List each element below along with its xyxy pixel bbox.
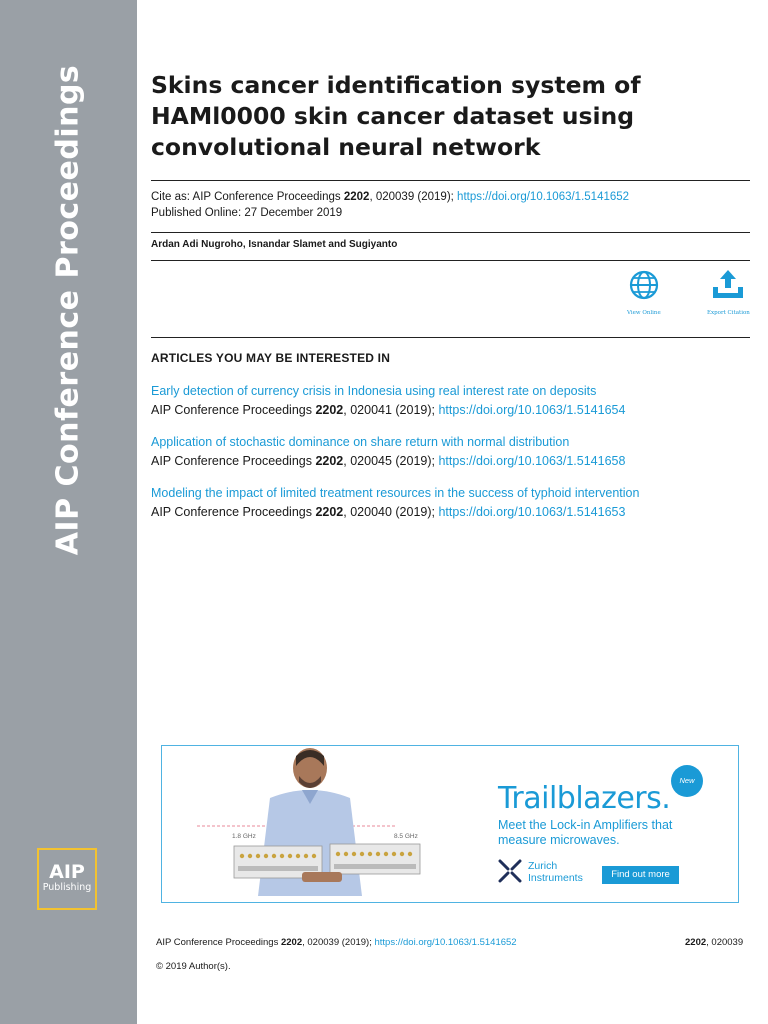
- divider: [151, 232, 750, 233]
- authors: Ardan Adi Nugroho, Isnandar Slamet and Sugiyanto: [151, 239, 398, 250]
- footer-page-number: [685, 937, 743, 948]
- ad-person-with-instruments-image: [162, 746, 462, 902]
- view-online-button[interactable]: [627, 269, 661, 316]
- ad-brand-name: [528, 860, 583, 884]
- related-article-citation: [151, 503, 768, 522]
- footer-volume: 2202: [280, 937, 303, 948]
- view-online-label: View Online: [627, 310, 661, 316]
- zurich-x-icon: [498, 859, 522, 883]
- globe-icon: [628, 269, 660, 301]
- footer-page-volume: 2202: [685, 937, 707, 948]
- ad-freq-right: 8.5 GHz: [394, 833, 418, 840]
- article-journal: AIP Conference Proceedings: [151, 505, 316, 519]
- article-journal: AIP Conference Proceedings: [151, 454, 316, 468]
- article-doi-link[interactable]: https://doi.org/10.1063/1.5141654: [438, 403, 626, 417]
- related-article-citation: [151, 452, 768, 471]
- related-article-title[interactable]: Early detection of currency crisis in Indonesia using real interest rate on deposits: [151, 384, 597, 398]
- aip-publishing-logo[interactable]: [37, 848, 97, 910]
- ad-brand-line1: Zurich: [528, 860, 558, 872]
- export-icon: [710, 267, 746, 301]
- article-volume: 2202: [315, 454, 344, 468]
- cite-line: [151, 189, 629, 205]
- ad-subline: Meet the Lock-in Amplifiers that measure microwaves.: [498, 818, 673, 847]
- related-article: [151, 484, 768, 522]
- article-volume: 2202: [315, 403, 344, 417]
- ad-brand-line2: Instruments: [528, 872, 583, 884]
- footer-citation: [156, 937, 517, 948]
- article-pages: , 020045 (2019);: [343, 454, 439, 468]
- logo-aip-text: AIP: [49, 861, 85, 883]
- cite-suffix: , 020039 (2019);: [369, 191, 458, 203]
- export-citation-button[interactable]: [707, 267, 750, 316]
- cite-volume: 2202: [343, 191, 370, 203]
- article-doi-link[interactable]: https://doi.org/10.1063/1.5141653: [438, 505, 626, 519]
- related-article: [151, 382, 768, 420]
- published-date: Published Online: 27 December 2019: [151, 207, 343, 219]
- footer-pages: , 020039 (2019);: [302, 937, 375, 948]
- zurich-instruments-ad[interactable]: [161, 745, 739, 903]
- article-pages: , 020040 (2019);: [343, 505, 439, 519]
- zurich-instruments-logo: [498, 859, 608, 889]
- related-article-title[interactable]: Modeling the impact of limited treatment resources in the success of typhoid intervention: [151, 486, 640, 500]
- article-doi-link[interactable]: https://doi.org/10.1063/1.5141658: [438, 454, 626, 468]
- journal-name: AIP Conference Proceedings: [50, 64, 86, 556]
- export-citation-label: Export Citation: [707, 310, 750, 316]
- footer-page-article: , 020039: [706, 937, 744, 948]
- copyright: © 2019 Author(s).: [156, 961, 231, 972]
- logo-publishing-text: Publishing: [42, 882, 92, 893]
- sidebar: [0, 0, 137, 1024]
- ad-freq-left: 1.8 GHz: [232, 833, 256, 840]
- footer-doi-link[interactable]: https://doi.org/10.1063/1.5141652: [374, 937, 517, 948]
- cite-prefix: Cite as: AIP Conference Proceedings: [151, 191, 344, 203]
- article-pages: , 020041 (2019);: [343, 403, 439, 417]
- related-article-citation: [151, 401, 768, 420]
- article-journal: AIP Conference Proceedings: [151, 403, 316, 417]
- divider: [151, 337, 750, 338]
- footer-journal: AIP Conference Proceedings: [156, 937, 281, 948]
- paper-title: Skins cancer identification system of HAMl0000 skin cancer dataset using convolutional neural network: [151, 71, 641, 161]
- paper-doi-link[interactable]: https://doi.org/10.1063/1.5141652: [457, 191, 630, 203]
- divider: [151, 260, 750, 261]
- ad-headline: Trailblazers.: [498, 781, 671, 816]
- citation-block: [151, 189, 629, 221]
- related-article: [151, 433, 768, 471]
- related-articles-heading: ARTICLES YOU MAY BE INTERESTED IN: [151, 351, 391, 365]
- divider: [151, 180, 750, 181]
- related-article-title[interactable]: Application of stochastic dominance on share return with normal distribution: [151, 435, 570, 449]
- article-volume: 2202: [315, 505, 344, 519]
- ad-new-badge: New: [671, 765, 703, 797]
- find-out-more-button[interactable]: Find out more: [602, 866, 679, 884]
